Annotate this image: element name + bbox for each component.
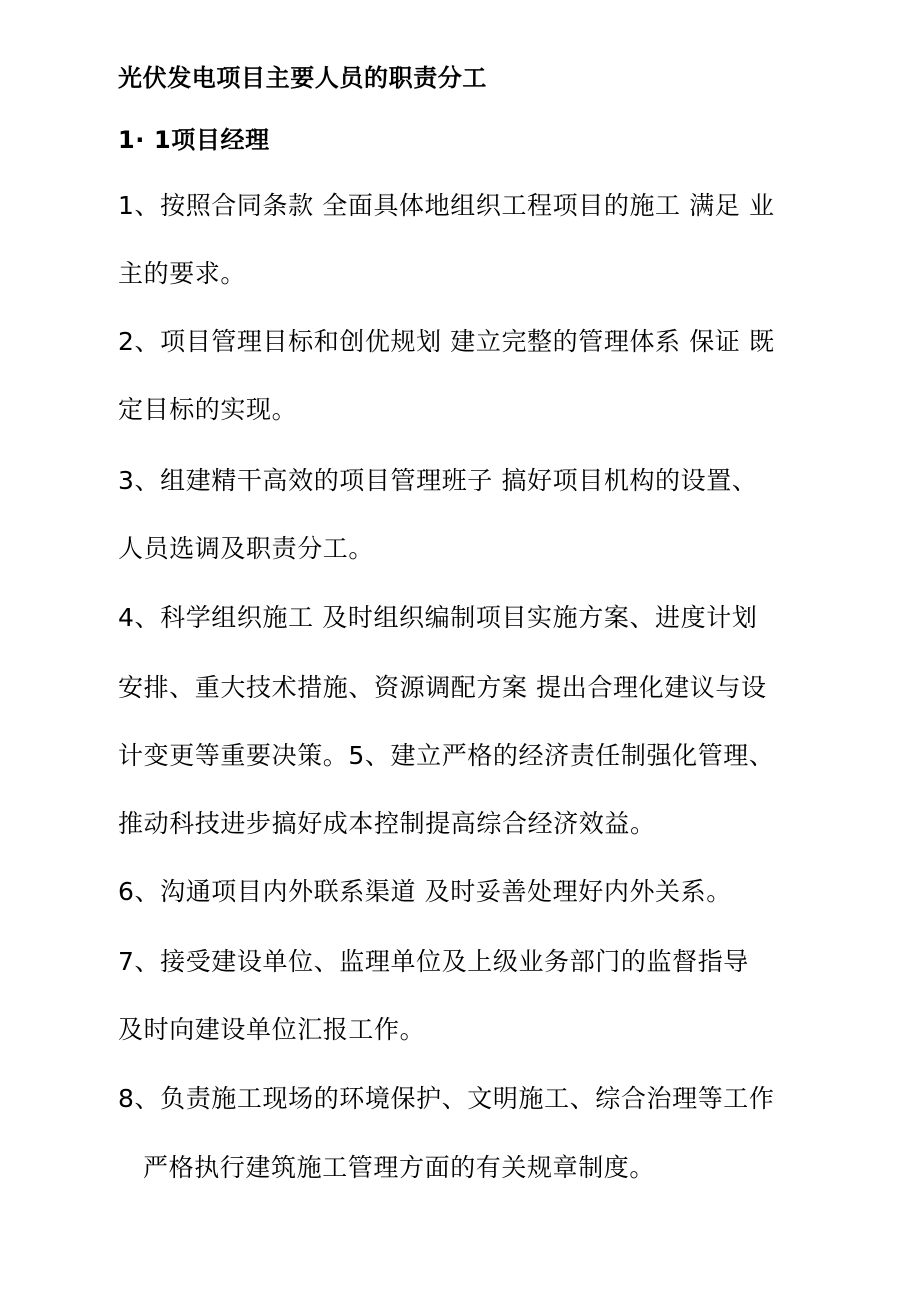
section-heading: 1· 1项目经理: [118, 126, 270, 154]
body-line: 1、按照合同条款 全面具体地组织工程项目的施工 满足 业: [118, 191, 775, 220]
body-line: 7、接受建设单位、监理单位及上级业务部门的监督指导: [118, 947, 749, 976]
body-line: 3、组建精干高效的项目管理班子 搞好项目机构的设置、: [118, 466, 758, 495]
body-line: 计变更等重要决策。5、建立严格的经济责任制强化管理、: [118, 741, 775, 770]
body-line: 8、负责施工现场的环境保护、文明施工、综合治理等工作: [118, 1084, 775, 1113]
document-title: 光伏发电项目主要人员的职责分工: [118, 64, 487, 92]
body-line: 主的要求。: [118, 259, 247, 288]
body-line: 推动科技进步搞好成本控制提高综合经济效益。: [118, 809, 656, 838]
body-line: 6、沟通项目内外联系渠道 及时妥善处理好内外关系。: [118, 877, 732, 906]
body-line: 及时向建设单位汇报工作。: [118, 1015, 426, 1044]
body-line: 人员选调及职责分工。: [118, 534, 375, 563]
body-line: 2、项目管理目标和创优规划 建立完整的管理体系 保证 既: [118, 327, 775, 356]
body-line: 严格执行建筑施工管理方面的有关规章制度。: [143, 1153, 656, 1182]
body-line: 定目标的实现。: [118, 395, 298, 424]
body-line: 4、科学组织施工 及时组织编制项目实施方案、进度计划: [118, 603, 758, 632]
body-line: 安排、重大技术措施、资源调配方案 提出合理化建议与设: [118, 673, 767, 702]
